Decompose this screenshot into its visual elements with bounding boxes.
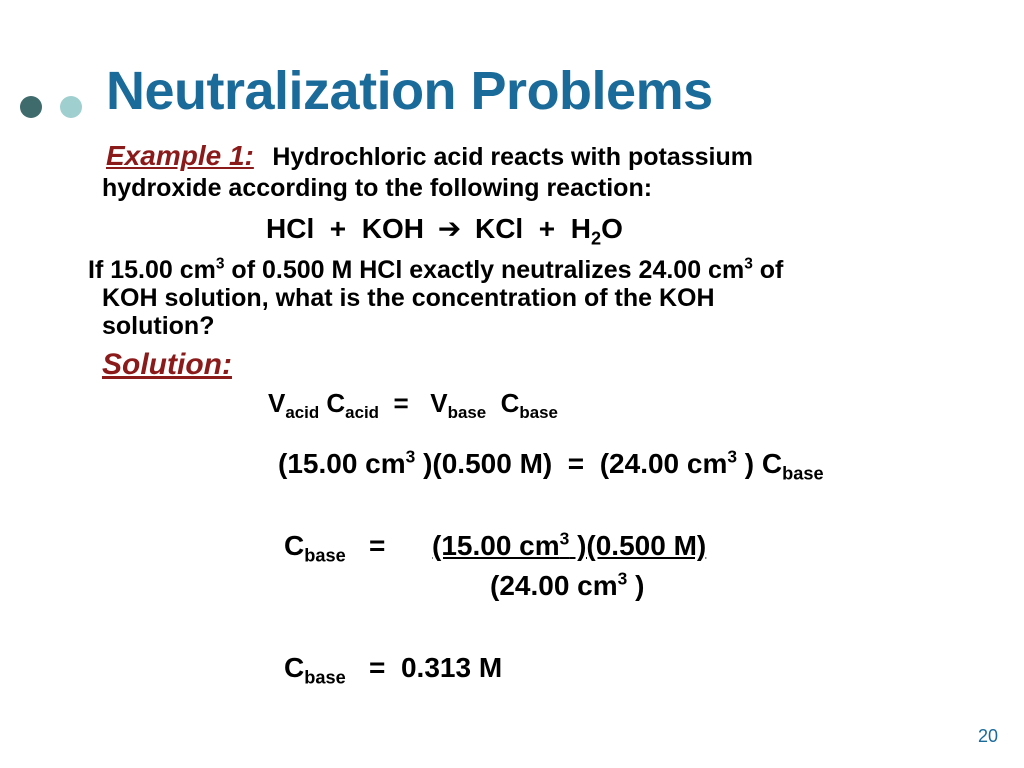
reactant-koh: KOH [361,213,424,244]
example-line-1 [106,140,753,172]
answer-value: 0.313 M [400,652,503,683]
calculation-step-1: (15.00 $cm^3$ )(0.500 M) = (24.00 $cm^3$ ) $C_{base}$ [278,446,824,484]
calculation-answer: $C_{base}$ = 0.313 M [284,652,503,688]
fraction-denominator: (24.00 $cm^3$ ) [490,568,645,601]
plus-sign: + [329,213,347,244]
calculation-step-2-lhs: $C_{base}$ = [284,530,386,566]
page-number: 20 [977,726,998,746]
product-kcl: KCl [474,213,524,244]
question-line-1: If 15.00 $cm^3$ of 0.500 M HCl exactly neutralizes 24.00 $cm^3$ of [88,255,784,284]
example-label: Example 1: [106,140,254,171]
example-text-1: Hydrochloric acid reacts with potassium [272,143,754,171]
reactant-hcl: HCl [266,213,315,244]
formula-line: $V_{acid}$ $C_{acid}$ = $V_{base}$ $C_{base}$ [268,388,558,423]
question-line-3: solution? [102,312,215,340]
product-water: $H_2O$ [570,213,623,249]
reaction-equation [266,212,623,249]
plus-sign: + [538,213,556,244]
reaction-arrow-icon: ➔ [437,213,462,244]
slide-title: Neutralization Problems [106,61,713,121]
solution-label: Solution: [102,348,232,381]
fraction-numerator: (15.00 $cm^3$ )(0.500 M) [432,528,707,561]
question-line-2: KOH solution, what is the concentration of the KOH [102,284,715,312]
bullet-light-icon [60,96,82,118]
bullet-dark-icon [20,96,42,118]
example-text-2: hydroxide according to the following reaction: [102,174,653,202]
